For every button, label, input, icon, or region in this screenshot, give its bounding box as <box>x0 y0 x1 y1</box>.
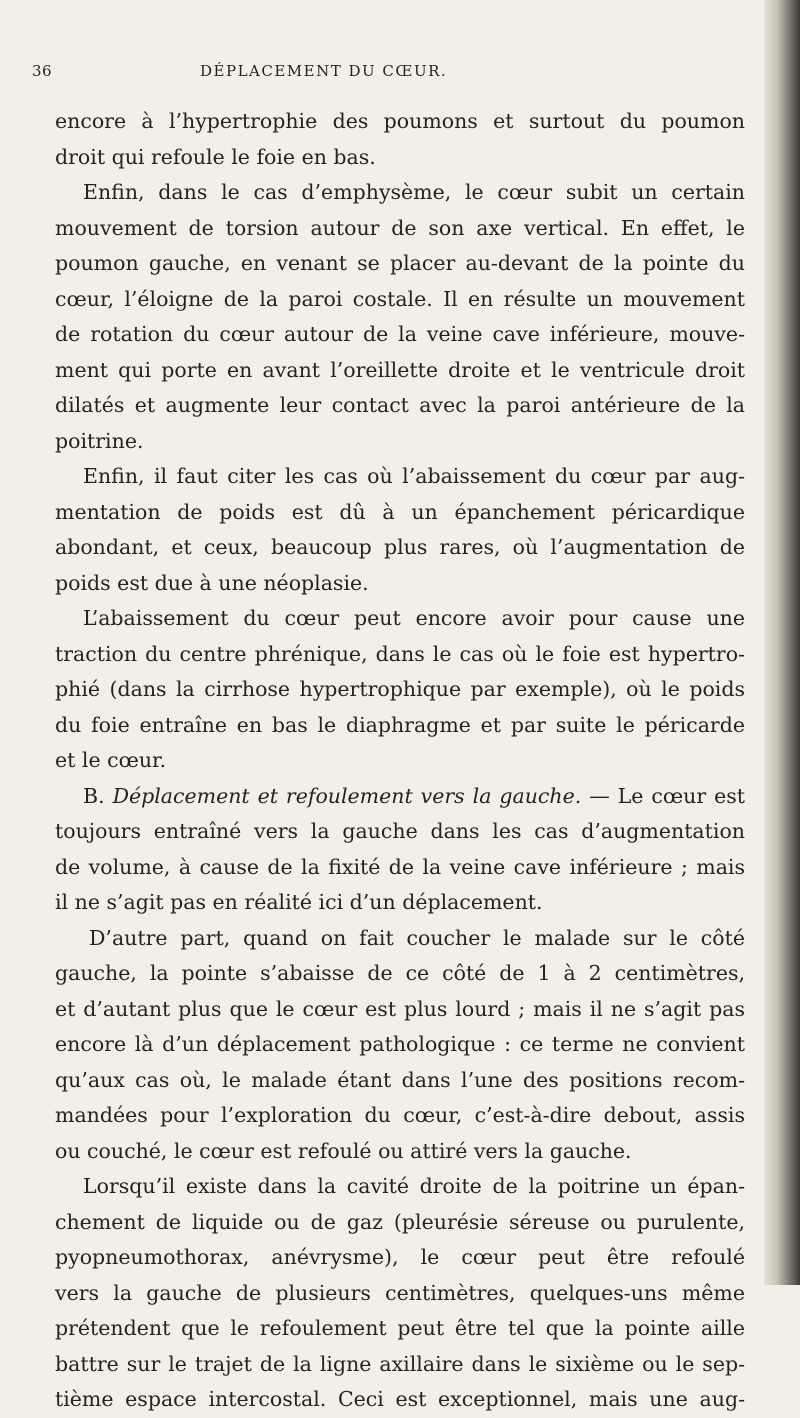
text-line: de rotation du cœur autour de la veine cave inférieure, mouve- <box>55 322 745 346</box>
text-line: gauche, la pointe s’abaisse de ce côté de 1 à 2 centimètres, <box>55 961 745 985</box>
body-text <box>55 104 745 1418</box>
page-number: 36 <box>32 62 53 80</box>
text-line: Lorsqu’il existe dans la cavité droite de la poitrine un épan- <box>83 1174 745 1198</box>
running-title: DÉPLACEMENT DU CŒUR. <box>200 62 448 80</box>
text-line: Enfin, il faut citer les cas où l’abaissement du cœur par aug- <box>83 464 745 488</box>
page-header <box>32 62 732 86</box>
text-line: encore là d’un déplacement pathologique : ce terme ne convient <box>55 1032 745 1056</box>
section-letter: B. <box>83 783 105 808</box>
text-line: tième espace intercostal. Ceci est exceptionnel, mais une aug- <box>55 1387 745 1411</box>
text-line: droit qui refoule le foie en bas. <box>55 144 376 169</box>
text-line: mandées pour l’exploration du cœur, c’est-à-dire debout, assis <box>55 1103 745 1127</box>
text-line: abondant, et ceux, beaucoup plus rares, où l’augmentation de <box>55 535 745 559</box>
text-line: il ne s’agit pas en réalité ici d’un déplacement. <box>55 890 543 914</box>
text-line: et d’autant plus que le cœur est plus lourd ; mais il ne s’agit pas <box>55 996 745 1021</box>
text-line: du foie entraîne en bas le diaphragme et par suite le péricarde <box>55 712 745 737</box>
text-line: mouvement de torsion autour de son axe vertical. En effet, le <box>55 215 745 240</box>
text-line: poitrine. <box>55 428 144 453</box>
page-edge-shadow <box>764 0 800 1285</box>
text-line: traction du centre phrénique, dans le cas où le foie est hypertro- <box>55 641 745 666</box>
text-line: pyopneumothorax, anévrysme), le cœur peut être refoulé <box>55 1245 745 1269</box>
text-line: chement de liquide ou de gaz (pleurésie séreuse ou purulente, <box>55 1209 745 1234</box>
text-line: L’abaissement du cœur peut encore avoir pour cause une <box>83 606 745 630</box>
text-line: encore à l’hypertrophie des poumons et surtout du poumon <box>55 109 745 133</box>
text-line: cœur, l’éloigne de la paroi costale. Il en résulte un mouvement <box>55 286 745 311</box>
text-line: Enfin, dans le cas d’emphysème, le cœur subit un certain <box>83 180 745 204</box>
section-heading-rest: — Le cœur est <box>589 783 745 808</box>
text-line: ment qui porte en avant l’oreillette droite et le ventricule droit <box>55 357 745 382</box>
text-line: poids est due à une néoplasie. <box>55 570 369 595</box>
section-heading-line <box>55 779 745 815</box>
text-line: poumon gauche, en venant se placer au-devant de la pointe du <box>55 251 745 275</box>
text-line: battre sur le trajet de la ligne axillaire dans le sixième ou le sep- <box>55 1351 745 1376</box>
text-line: vers la gauche de plusieurs centimètres, quelques-uns même <box>55 1280 745 1305</box>
text-line: ou couché, le cœur est refoulé ou attiré vers la gauche. <box>55 1138 632 1163</box>
text-line: qu’aux cas où, le malade étant dans l’une des positions recom- <box>55 1067 745 1092</box>
text-line: de volume, à cause de la fixité de la veine cave inférieure ; mais <box>55 854 745 879</box>
section-title: Déplacement et refoulement vers la gauche. <box>112 783 582 808</box>
text-line: prétendent que le refoulement peut être tel que la pointe aille <box>55 1316 745 1340</box>
text-line: toujours entraîné vers la gauche dans les cas d’augmentation <box>55 819 745 843</box>
text-line: et le cœur. <box>55 748 167 772</box>
text-line: phié (dans la cirrhose hypertrophique par exemple), où le poids <box>55 677 745 701</box>
text-line: D’autre part, quand on fait coucher le malade sur le côté <box>89 925 745 950</box>
text-line: dilatés et augmente leur contact avec la paroi antérieure de la <box>55 393 745 417</box>
text-line: mentation de poids est dû à un épanchement péricardique <box>55 499 745 524</box>
